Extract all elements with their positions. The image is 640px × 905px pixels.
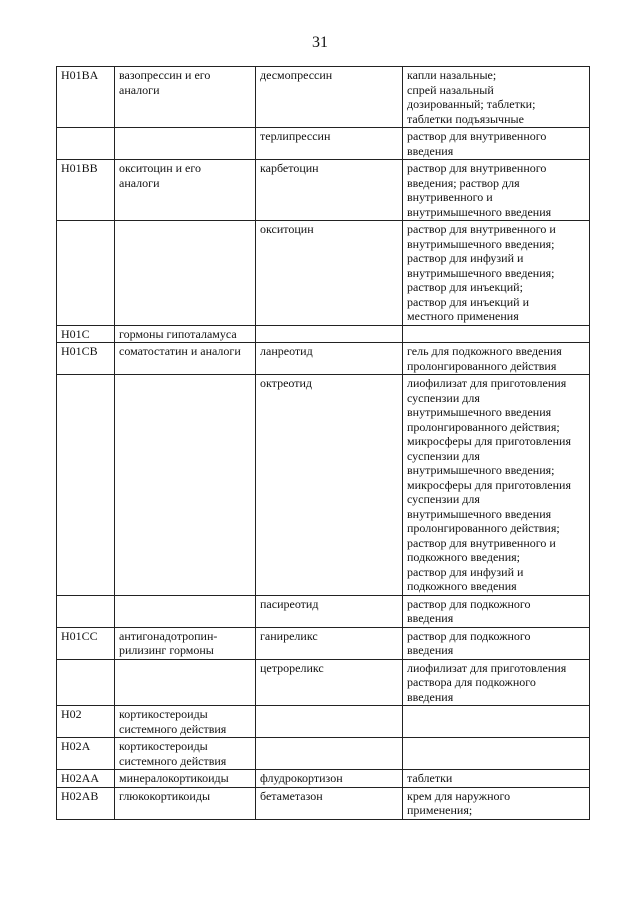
dosage-form-line: внутримышечного введения (407, 204, 552, 219)
group-line: рилизинг гормоны (119, 643, 214, 657)
group-line: антигонадотропин- (119, 628, 218, 643)
dosage-form-line: лиофилизат для приготовления (407, 660, 567, 675)
dosage-form-line: внутримышечного введения; (407, 236, 555, 251)
group-cell (115, 221, 256, 326)
dosage-form-line: внутримышечного введения (407, 506, 552, 521)
table-row (57, 659, 590, 706)
atc-code-cell (57, 67, 115, 128)
group-line: глюкокортикоиды (119, 788, 211, 803)
drug-line: бетаметазон (260, 788, 323, 803)
drug-cell (256, 67, 403, 128)
group-line: кортикостероиды (119, 739, 208, 753)
dosage-form-line: введения (407, 643, 454, 657)
group-line: системного действия (119, 753, 227, 768)
group-cell (115, 595, 256, 627)
atc-code-cell (57, 221, 115, 326)
drug-line: ганиреликс (260, 628, 318, 643)
dosage-form-line: раствор для внутривенного (407, 161, 547, 175)
group-line: гормоны гипоталамуса (119, 326, 237, 341)
drug-line: ланреотид (260, 344, 313, 358)
table-row (57, 787, 590, 819)
dosage-form-cell (403, 343, 590, 375)
drug-cell (256, 738, 403, 770)
dosage-form-line: внутримышечного введения (407, 405, 552, 419)
drug-cell (256, 770, 403, 788)
dosage-form-line: микросферы для приготовления (407, 434, 571, 448)
atc-code: H01CB (61, 344, 98, 358)
drug-cell (256, 787, 403, 819)
atc-code-cell (57, 325, 115, 343)
atc-code-cell (57, 770, 115, 788)
dosage-form-line: раствор для подкожного (407, 628, 531, 643)
group-line: аналоги (119, 82, 160, 97)
table-row (57, 343, 590, 375)
drug-line: терлипрессин (260, 129, 331, 143)
dosage-form-line: введения (407, 611, 454, 625)
dosage-form-line: введения (407, 143, 454, 158)
table-row (57, 221, 590, 326)
atc-code-cell (57, 595, 115, 627)
dosage-form-line: раствор для инъекций и (407, 294, 529, 309)
dosage-form-line: пролонгированного действия; (407, 521, 560, 535)
drug-cell (256, 221, 403, 326)
dosage-form-cell (403, 67, 590, 128)
group-cell (115, 659, 256, 706)
atc-code: H02AA (61, 771, 99, 785)
group-line: вазопрессин и его (119, 68, 211, 82)
dosage-form-line: введения; раствор для (407, 175, 520, 190)
dosage-form-cell (403, 160, 590, 221)
dosage-form-line: введения (407, 689, 454, 704)
dosage-form-line: крем для наружного (407, 788, 511, 803)
atc-code: H02 (61, 707, 82, 721)
dosage-form-cell (403, 375, 590, 596)
group-cell (115, 738, 256, 770)
atc-code-cell (57, 659, 115, 706)
atc-code-cell (57, 375, 115, 596)
drug-line: окситоцин (260, 222, 314, 236)
table-row (57, 595, 590, 627)
dosage-form-line: пролонгированного действия; (407, 419, 560, 434)
table-row (57, 770, 590, 788)
atc-code: H02AB (61, 788, 99, 803)
dosage-form-cell (403, 738, 590, 770)
atc-code-cell (57, 738, 115, 770)
drug-line: десмопрессин (260, 68, 333, 82)
dosage-form-line: дозированный; таблетки; (407, 97, 536, 111)
drug-line: пасиреотид (260, 596, 319, 611)
dosage-form-line: местного применения (407, 309, 519, 323)
atc-code: H02A (61, 739, 91, 753)
dosage-form-line: внутримышечного введения; (407, 265, 555, 280)
dosage-form-cell (403, 221, 590, 326)
group-cell (115, 770, 256, 788)
dosage-form-cell (403, 706, 590, 738)
drug-line: карбетоцин (260, 161, 319, 175)
dosage-form-line: раствор для инъекций; (407, 280, 523, 294)
dosage-form-line: капли назальные; (407, 68, 497, 82)
atc-code: H01C (61, 326, 90, 341)
dosage-form-cell (403, 770, 590, 788)
dosage-form-cell (403, 627, 590, 659)
dosage-form-line: раствор для внутривенного (407, 129, 547, 143)
dosage-form-line: раствор для инфузий и (407, 564, 524, 579)
drug-cell (256, 160, 403, 221)
drug-cell (256, 595, 403, 627)
dosage-form-line: микросферы для приготовления (407, 477, 571, 492)
drug-cell (256, 659, 403, 706)
dosage-form-line: таблетки подъязычные (407, 111, 524, 126)
drug-cell (256, 128, 403, 160)
atc-code: H01BB (61, 161, 98, 175)
dosage-form-line: применения; (407, 803, 473, 817)
dosage-form-line: суспензии для (407, 448, 480, 463)
group-cell (115, 375, 256, 596)
atc-code-cell (57, 787, 115, 819)
dosage-form-line: внутримышечного введения; (407, 463, 555, 477)
table-row (57, 738, 590, 770)
dosage-form-cell (403, 128, 590, 160)
dosage-form-line: пролонгированного действия (407, 358, 557, 373)
table-row (57, 375, 590, 596)
dosage-form-cell (403, 595, 590, 627)
table-row (57, 128, 590, 160)
drug-line: цетрореликс (260, 660, 324, 675)
group-line: аналоги (119, 175, 160, 190)
dosage-form-line: раствора для подкожного (407, 675, 536, 689)
group-cell (115, 706, 256, 738)
atc-code-cell (57, 160, 115, 221)
drug-line: флудрокортизон (260, 771, 343, 785)
dosage-form-line: внутривенного и (407, 190, 493, 204)
table-row (57, 67, 590, 128)
table-row (57, 706, 590, 738)
table-row (57, 627, 590, 659)
dosage-form-line: подкожного введения (407, 579, 517, 593)
group-line: соматостатин и аналоги (119, 344, 241, 358)
drug-cell (256, 627, 403, 659)
dosage-form-line: спрей назальный (407, 82, 494, 97)
page-number: 31 (312, 34, 328, 51)
drug-cell (256, 343, 403, 375)
atc-code: H01CC (61, 628, 98, 643)
dosage-form-cell (403, 787, 590, 819)
dosage-form-line: гель для подкожного введения (407, 344, 562, 358)
dosage-form-line: таблетки (407, 771, 453, 785)
dosage-form-line: раствор для внутривенного и (407, 222, 556, 236)
dosage-form-line: раствор для инфузий и (407, 251, 524, 265)
atc-code: H01BA (61, 68, 99, 82)
atc-code-cell (57, 343, 115, 375)
group-cell (115, 67, 256, 128)
table-row (57, 160, 590, 221)
drug-line: октреотид (260, 376, 313, 390)
group-cell (115, 787, 256, 819)
dosage-form-line: лиофилизат для приготовления (407, 376, 567, 390)
dosage-form-line: подкожного введения; (407, 550, 520, 564)
group-line: окситоцин и его (119, 161, 202, 175)
atc-code-cell (57, 627, 115, 659)
dosage-form-line: раствор для внутривенного и (407, 535, 556, 550)
group-cell (115, 343, 256, 375)
group-cell (115, 160, 256, 221)
atc-code-cell (57, 706, 115, 738)
drug-cell (256, 325, 403, 343)
group-cell (115, 325, 256, 343)
group-cell (115, 627, 256, 659)
dosage-form-line: суспензии для (407, 390, 480, 405)
dosage-form-cell (403, 659, 590, 706)
atc-code-cell (57, 128, 115, 160)
group-line: кортикостероиды (119, 707, 208, 721)
dosage-form-line: суспензии для (407, 492, 480, 506)
group-line: минералокортикоиды (119, 771, 229, 785)
dosage-form-line: раствор для подкожного (407, 596, 531, 611)
drug-cell (256, 706, 403, 738)
drug-cell (256, 375, 403, 596)
dosage-form-cell (403, 325, 590, 343)
medicines-table (56, 66, 590, 820)
group-cell (115, 128, 256, 160)
table-row (57, 325, 590, 343)
group-line: системного действия (119, 721, 227, 736)
